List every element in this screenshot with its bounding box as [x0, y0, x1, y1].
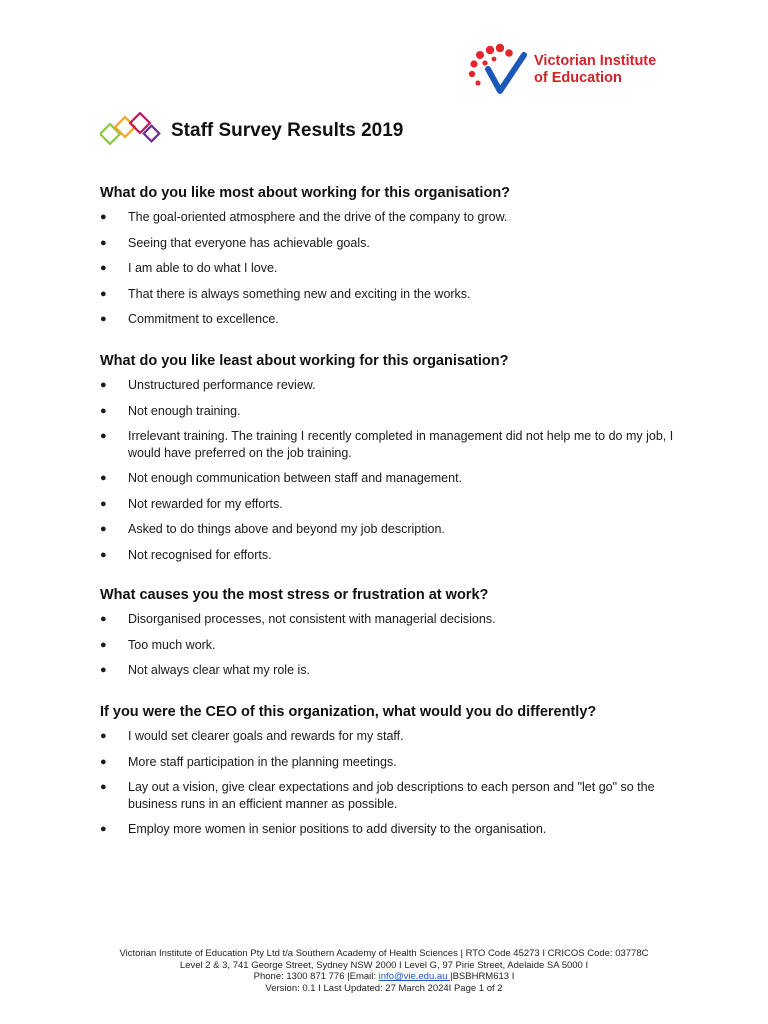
- answer-list: [100, 209, 680, 328]
- answer-text: Not enough communication between staff and management.: [128, 471, 463, 485]
- answer-list: [100, 611, 680, 679]
- list-item: ● Unstructured performance review.: [100, 378, 316, 392]
- section-stress: [100, 586, 680, 688]
- list-item: ● Seeing that everyone has achievable goals.: [100, 235, 370, 250]
- section-like-least: [100, 352, 680, 572]
- footer-course-code: |BSBHRM613 I: [450, 971, 515, 982]
- institute-name: [534, 53, 656, 87]
- institute-logo-mark-icon: [466, 43, 530, 97]
- footer-version-line: Version: 0.1 I Last Updated: 27 March 2024I Page 1 of 2: [265, 982, 503, 994]
- answer-text: Disorganised processes, not consistent with managerial decisions.: [128, 612, 496, 626]
- page-title: Staff Survey Results 2019: [171, 120, 404, 141]
- list-item: ● Not recognised for efforts.: [100, 547, 272, 562]
- institute-logo: [466, 43, 696, 97]
- answer-text: More staff participation in the planning meetings.: [128, 754, 397, 769]
- answer-text: The goal-oriented atmosphere and the drive of the company to grow.: [128, 210, 508, 224]
- answer-text: Unstructured performance review.: [128, 378, 316, 392]
- list-item: ● Not enough communication between staff and management.: [100, 471, 463, 485]
- section-like-most: [100, 184, 680, 337]
- answer-text: Not rewarded for my efforts.: [128, 496, 283, 511]
- list-item: ● Asked to do things above and beyond my job description.: [100, 522, 445, 536]
- list-item: ● Too much work.: [100, 637, 216, 652]
- list-item: ● Irrelevant training. The training I recently completed in management did not help me to do my job, I would have preferred on the job training.: [100, 429, 674, 460]
- section-question: What causes you the most stress or frustration at work?: [100, 587, 489, 603]
- answer-text: Lay out a vision, give clear expectations and job descriptions to each person and "let go" so the business runs in an efficient manner as possible.: [128, 780, 655, 811]
- answer-text: Asked to do things above and beyond my job description.: [128, 522, 445, 536]
- list-item: ● Not rewarded for my efforts.: [100, 496, 283, 511]
- answer-text: I am able to do what I love.: [128, 261, 278, 275]
- footer-contact-line: [0, 971, 768, 983]
- answer-text: That there is always something new and exciting in the works.: [128, 286, 471, 301]
- list-item: ● Lay out a vision, give clear expectations and job descriptions to each person and "let go" so the business runs in an efficient manner as possible.: [100, 780, 655, 811]
- list-item: ● More staff participation in the planning meetings.: [100, 754, 397, 769]
- list-item: ● Disorganised processes, not consistent with managerial decisions.: [100, 612, 496, 626]
- answer-list: [100, 728, 680, 838]
- email-link[interactable]: info@vie.edu.au: [378, 971, 451, 982]
- answer-text: Too much work.: [128, 637, 216, 652]
- answer-text: Not always clear what my role is.: [128, 663, 311, 677]
- answer-text: Irrelevant training. The training I recently completed in management did not help me to do my job, I would have preferred on the job training.: [128, 429, 674, 460]
- page-footer: [0, 948, 768, 994]
- list-item: ● I am able to do what I love.: [100, 261, 278, 275]
- footer-phone-text: Phone: 1300 871 776 |Email:: [253, 971, 379, 982]
- institute-name-line2: of Education: [534, 70, 622, 86]
- answer-text: Not enough training.: [128, 403, 241, 418]
- section-question: What do you like most about working for this organisation?: [100, 185, 511, 201]
- footer-address-line: Level 2 & 3, 741 George Street, Sydney NSW 2000 I Level G, 97 Pirie Street, Adelaide SA 5000 I: [179, 959, 589, 971]
- answer-list: [100, 377, 680, 563]
- list-item: ● I would set clearer goals and rewards for my staff.: [100, 729, 404, 743]
- institute-name-line1: Victorian Institute: [534, 53, 657, 69]
- answer-text: I would set clearer goals and rewards for my staff.: [128, 729, 404, 743]
- answer-text: Commitment to excellence.: [128, 312, 279, 326]
- footer-company-line: Victorian Institute of Education Pty Ltd t/a Southern Academy of Health Sciences | RTO Code 45273 I CRICOS Code: 03778C: [119, 948, 649, 959]
- section-question: What do you like least about working for this organisation?: [100, 353, 509, 369]
- section-question: If you were the CEO of this organization, what would you do differently?: [100, 704, 597, 720]
- section-ceo: [100, 703, 680, 847]
- list-item: ● Employ more women in senior positions to add diversity to the organisation.: [100, 822, 547, 836]
- answer-text: Seeing that everyone has achievable goals.: [128, 235, 370, 250]
- diamond-shapes-icon: [100, 112, 164, 156]
- list-item: ● Not always clear what my role is.: [100, 663, 311, 677]
- list-item: ● The goal-oriented atmosphere and the drive of the company to grow.: [100, 210, 508, 224]
- list-item: ● That there is always something new and exciting in the works.: [100, 286, 471, 301]
- answer-text: Employ more women in senior positions to add diversity to the organisation.: [128, 822, 547, 836]
- list-item: ● Not enough training.: [100, 403, 241, 418]
- answer-text: Not recognised for efforts.: [128, 547, 272, 562]
- list-item: ● Commitment to excellence.: [100, 312, 279, 326]
